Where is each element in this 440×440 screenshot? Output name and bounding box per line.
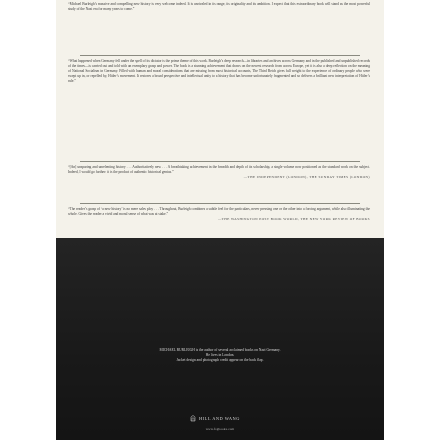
- author-caption-line: He lives in London.: [205, 353, 235, 357]
- publisher-imprint: [188, 414, 252, 424]
- review-quote-text: “What happened when Germany fell under the spell of its dictator is the prime theme of this work. Burleigh’s deep research—in libraries and archives across Germany and in the published and unpublished records of the times—is carried out and told with an exemplary grasp and power. The book is a stunning achievement that draws on the newest research from across Europe, yet it is also a deep reflection on the meaning of National Socialism in Germany. Filled with human and moral considerations that are missing from most historical accounts, The Third Reich gives full weight to the experience of ordinary people who were swept up in, or repelled by, Hitler’s movement. It restores a broad perspective and intellectual unity to a history that has become unfortunately fragmented and so delivers a brilliant new interpretation of Hitler’s rule.”: [68, 59, 370, 83]
- review-quote-3: [68, 165, 370, 180]
- divider-rule: [80, 203, 360, 204]
- review-quote-1: [68, 2, 370, 12]
- review-quote-2: [68, 59, 370, 84]
- divider-rule: [80, 55, 360, 56]
- review-quote-text: “Michael Burleigh’s massive and compelling new history is very welcome indeed. It is unrivaled in its range, its originality and its ambition. I expect that this extraordinary book will stand as the most powerful study of the Nazi era for many years to come.”: [68, 2, 370, 11]
- author-caption-line: MICHAEL BURLEIGH is the author of several acclaimed books on Nazi Germany.: [159, 348, 281, 352]
- publisher-url: www.fsgbooks.com: [205, 427, 235, 431]
- publisher-name: HILL AND WANG: [199, 416, 240, 421]
- review-quote-text: “[An] unsparing and unrelenting history . . . Authoritatively new . . . A breathtaking achievement in the breadth and depth of its scholarship, a single volume now positioned as the standard work on the subject. Indeed, I would go further: it is the product of authentic historical genius.”: [68, 165, 370, 174]
- author-caption-line: Jacket design and photograph credit appear on the back flap.: [176, 358, 264, 362]
- divider-rule: [80, 161, 360, 162]
- review-quote-source: —THE INDEPENDENT (LONDON), THE SUNDAY TIMES (LONDON): [243, 175, 370, 180]
- review-quote-4: [68, 207, 370, 222]
- publisher-logo-icon: [190, 415, 196, 422]
- review-quote-text: “The reader’s grasp of ‘a new history’ is no mere sales ploy . . . Throughout, Burleigh combines a subtle feel for the particulars, never pressing one or the other into a forcing argument, while also illuminating the whole. Gives the reader a vivid and moral sense of what was at stake.”: [68, 207, 370, 216]
- review-quote-source: —THE WASHINGTON POST BOOK WORLD, THE NEW YORK REVIEW OF BOOKS: [217, 217, 370, 222]
- author-caption: [106, 348, 334, 363]
- author-band: [56, 238, 384, 440]
- book-back-cover: [56, 0, 384, 440]
- author-band-background: [56, 238, 384, 440]
